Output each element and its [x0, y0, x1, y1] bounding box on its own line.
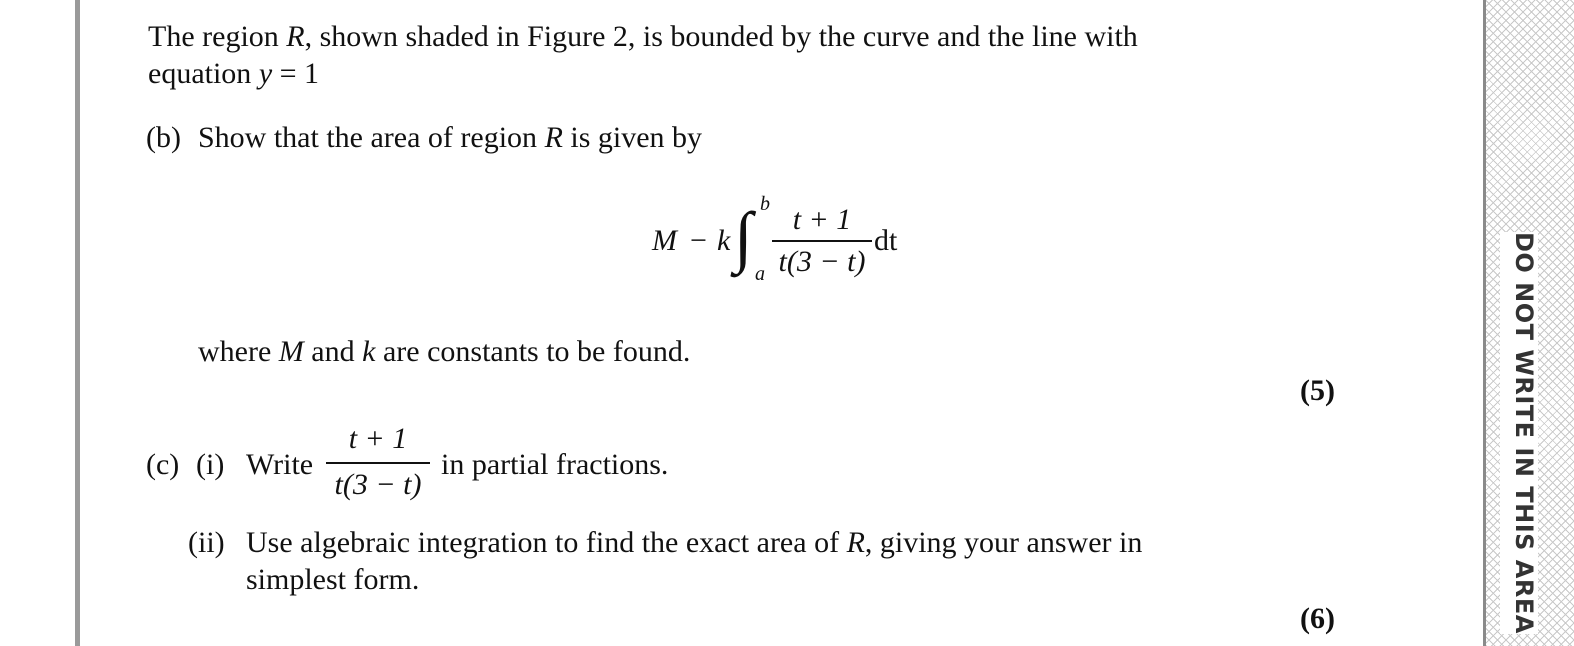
- where-k-symbol: k: [362, 335, 376, 368]
- left-margin-rule: [75, 0, 80, 646]
- integrand-fraction: [772, 202, 872, 282]
- part-c-ii-region-symbol: R: [846, 526, 865, 559]
- part-c-label: (c): [146, 448, 180, 481]
- partial-fraction-expression: [326, 421, 430, 503]
- part-c-ii-text-a: Use algebraic integration to find the exact area of: [246, 526, 847, 559]
- intro-line-2: [148, 55, 319, 92]
- part-c-i-instruction: in partial fractions.: [441, 448, 669, 481]
- where-text-b: and: [303, 335, 363, 368]
- formula-k: k: [717, 224, 731, 257]
- integrand-denominator: t(3 − t): [778, 245, 866, 278]
- integral-lower-limit: a: [755, 263, 765, 285]
- integral-sign: ∫: [734, 198, 753, 274]
- part-c-i-label: (i): [196, 448, 225, 481]
- where-M-symbol: M: [278, 335, 304, 368]
- where-text-c: are constants to be found.: [375, 335, 691, 368]
- part-b-statement: [198, 119, 702, 156]
- part-b-where: [198, 333, 690, 370]
- integrand-numerator: t + 1: [792, 203, 852, 236]
- part-c-ii-line-2: simplest form.: [246, 563, 420, 596]
- part-b-text-b: is given by: [562, 121, 703, 154]
- intro-text-a: The region: [148, 20, 287, 53]
- partial-fraction-numerator: t + 1: [348, 422, 408, 455]
- part-c-ii-label: (ii): [188, 526, 225, 559]
- formula-M: M: [652, 224, 677, 257]
- intro-line-1: [148, 18, 1138, 55]
- part-c-marks: (6): [1300, 602, 1335, 635]
- part-b-marks: (5): [1300, 374, 1335, 407]
- intro-y-symbol: y: [258, 57, 273, 90]
- partial-fraction-bar: [326, 462, 430, 464]
- part-c-ii-text-b: , giving your answer in: [864, 526, 1143, 559]
- integrand-fraction-bar: [772, 240, 872, 242]
- do-not-write-label: DO NOT WRITE IN THIS AREA: [1500, 232, 1538, 634]
- intro-equation-text: equation: [148, 57, 259, 90]
- integral-upper-limit: b: [760, 193, 770, 215]
- part-b-text-a: Show that the area of region: [198, 121, 545, 154]
- intro-equation-value: = 1: [272, 57, 320, 90]
- intro-region-symbol: R: [286, 20, 305, 53]
- part-b-label: (b): [146, 121, 181, 154]
- margin-label-container: [1500, 232, 1538, 646]
- where-text-a: where: [198, 335, 279, 368]
- formula-minus: −: [690, 224, 707, 257]
- partial-fraction-denominator: t(3 − t): [334, 468, 422, 501]
- part-c-i-write: Write: [246, 448, 314, 481]
- formula-dt: dt: [874, 224, 898, 257]
- part-b-region-symbol: R: [544, 121, 563, 154]
- intro-text-b: , shown shaded in Figure 2, is bounded by the curve and the line with: [304, 20, 1138, 53]
- part-c-ii-line-1: [246, 524, 1142, 561]
